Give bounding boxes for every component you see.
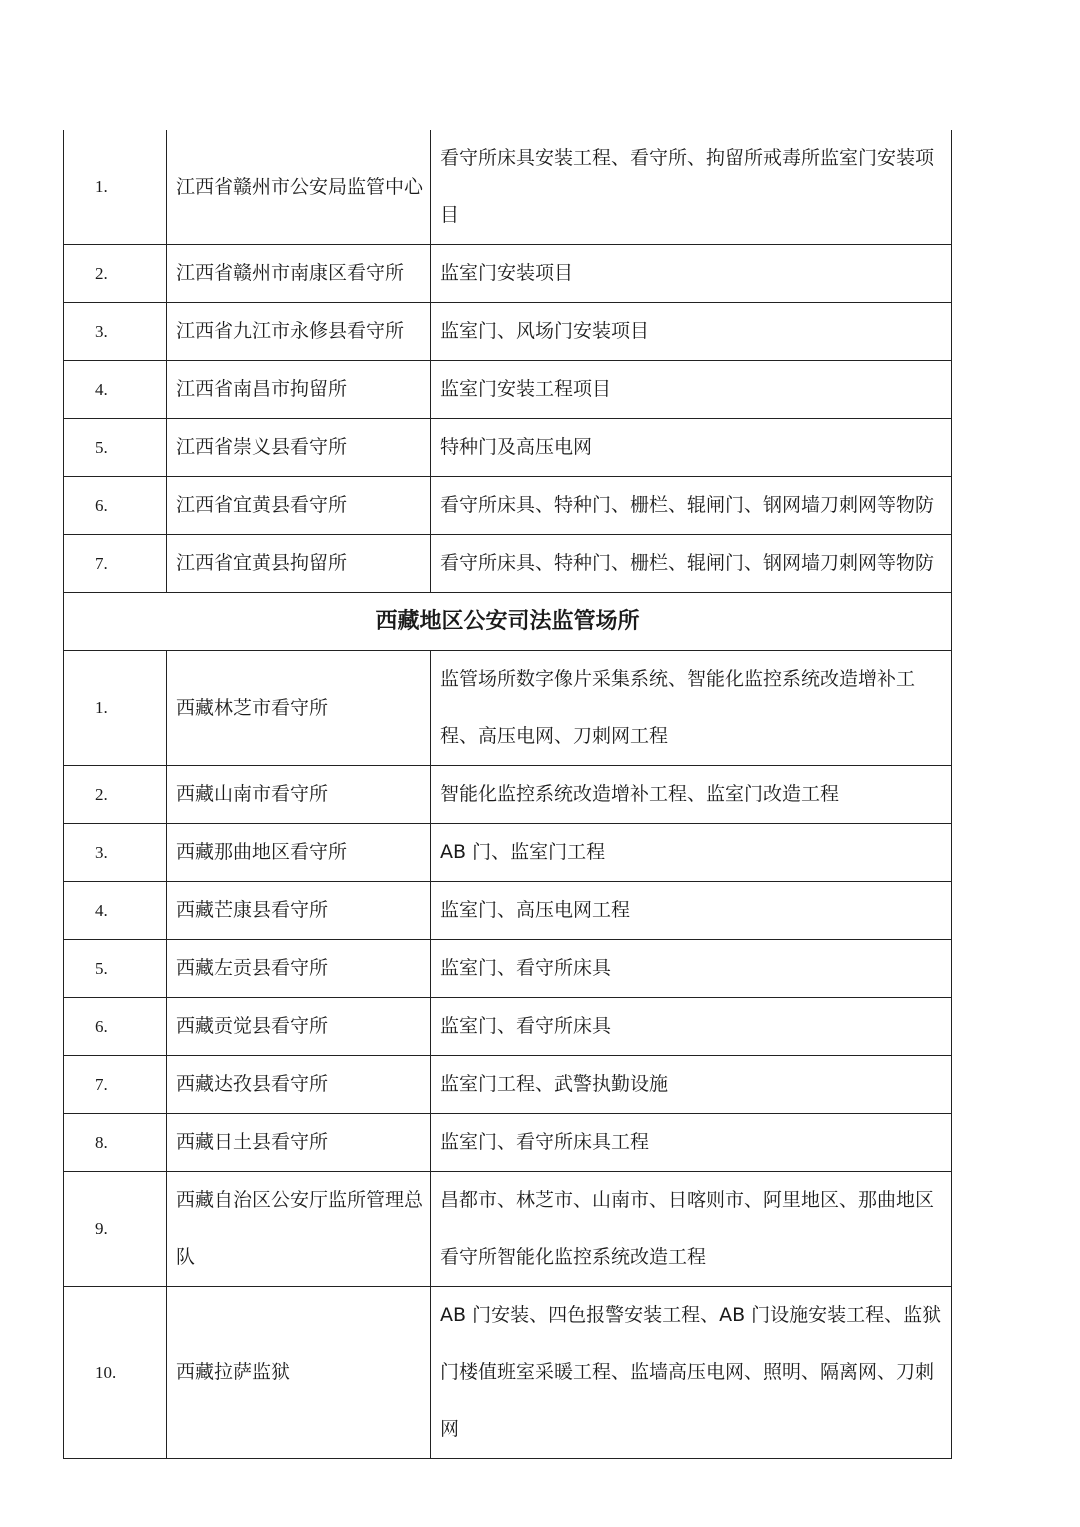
unit-name: 江西省赣州市南康区看守所 [167, 245, 431, 303]
table-row [64, 1172, 952, 1287]
project-description: 监室门、高压电网工程 [431, 882, 952, 940]
project-description: 监室门、风场门安装项目 [431, 303, 952, 361]
unit-name: 江西省赣州市公安局监管中心 [167, 130, 431, 245]
unit-name: 西藏山南市看守所 [167, 766, 431, 824]
project-description: AB 门、监室门工程 [431, 824, 952, 882]
row-number: 3. [64, 303, 167, 361]
row-number: 4. [64, 882, 167, 940]
unit-name: 江西省九江市永修县看守所 [167, 303, 431, 361]
section-header-row [64, 593, 952, 651]
table-row [64, 882, 952, 940]
unit-name: 西藏达孜县看守所 [167, 1056, 431, 1114]
row-number: 5. [64, 419, 167, 477]
projects-table [63, 130, 952, 1459]
project-description: 监室门安装工程项目 [431, 361, 952, 419]
unit-name: 江西省南昌市拘留所 [167, 361, 431, 419]
project-description: 监室门安装项目 [431, 245, 952, 303]
row-number: 2. [64, 245, 167, 303]
row-number: 1. [64, 651, 167, 766]
row-number: 4. [64, 361, 167, 419]
table-row [64, 651, 952, 766]
table-row [64, 940, 952, 998]
table-row [64, 766, 952, 824]
unit-name: 西藏芒康县看守所 [167, 882, 431, 940]
unit-name: 西藏拉萨监狱 [167, 1287, 431, 1459]
table-row [64, 130, 952, 245]
unit-name: 西藏日土县看守所 [167, 1114, 431, 1172]
unit-name: 西藏那曲地区看守所 [167, 824, 431, 882]
project-description: 看守所床具、特种门、栅栏、辊闸门、钢网墙刀刺网等物防 [431, 477, 952, 535]
row-number: 2. [64, 766, 167, 824]
row-number: 9. [64, 1172, 167, 1287]
row-number: 8. [64, 1114, 167, 1172]
row-number: 7. [64, 1056, 167, 1114]
table-row [64, 419, 952, 477]
unit-name: 西藏自治区公安厅监所管理总队 [167, 1172, 431, 1287]
unit-name: 西藏林芝市看守所 [167, 651, 431, 766]
row-number: 3. [64, 824, 167, 882]
row-number: 5. [64, 940, 167, 998]
project-description: 看守所床具安装工程、看守所、拘留所戒毒所监室门安装项目 [431, 130, 952, 245]
row-number: 7. [64, 535, 167, 593]
unit-name: 西藏左贡县看守所 [167, 940, 431, 998]
table-row [64, 477, 952, 535]
table-row [64, 303, 952, 361]
project-description: 监管场所数字像片采集系统、智能化监控系统改造增补工程、高压电网、刀刺网工程 [431, 651, 952, 766]
project-description: AB 门安装、四色报警安装工程、AB 门设施安装工程、监狱门楼值班室采暖工程、监墙高压电网、照明、隔离网、刀刺网 [431, 1287, 952, 1459]
project-description: 监室门、看守所床具工程 [431, 1114, 952, 1172]
row-number: 1. [64, 130, 167, 245]
unit-name: 江西省崇义县看守所 [167, 419, 431, 477]
unit-name: 西藏贡觉县看守所 [167, 998, 431, 1056]
table-row [64, 245, 952, 303]
table-row [64, 1114, 952, 1172]
table-row [64, 535, 952, 593]
row-number: 10. [64, 1287, 167, 1459]
table-row [64, 998, 952, 1056]
table-row [64, 1056, 952, 1114]
row-number: 6. [64, 477, 167, 535]
unit-name: 江西省宜黄县拘留所 [167, 535, 431, 593]
unit-name: 江西省宜黄县看守所 [167, 477, 431, 535]
project-description: 监室门、看守所床具 [431, 940, 952, 998]
table-row [64, 361, 952, 419]
table-row [64, 1287, 952, 1459]
project-description: 特种门及高压电网 [431, 419, 952, 477]
row-number: 6. [64, 998, 167, 1056]
project-description: 监室门、看守所床具 [431, 998, 952, 1056]
project-description: 看守所床具、特种门、栅栏、辊闸门、钢网墙刀刺网等物防 [431, 535, 952, 593]
table-row [64, 824, 952, 882]
project-description: 昌都市、林芝市、山南市、日喀则市、阿里地区、那曲地区看守所智能化监控系统改造工程 [431, 1172, 952, 1287]
project-description: 监室门工程、武警执勤设施 [431, 1056, 952, 1114]
section-title: 西藏地区公安司法监管场所 [64, 593, 952, 651]
project-description: 智能化监控系统改造增补工程、监室门改造工程 [431, 766, 952, 824]
